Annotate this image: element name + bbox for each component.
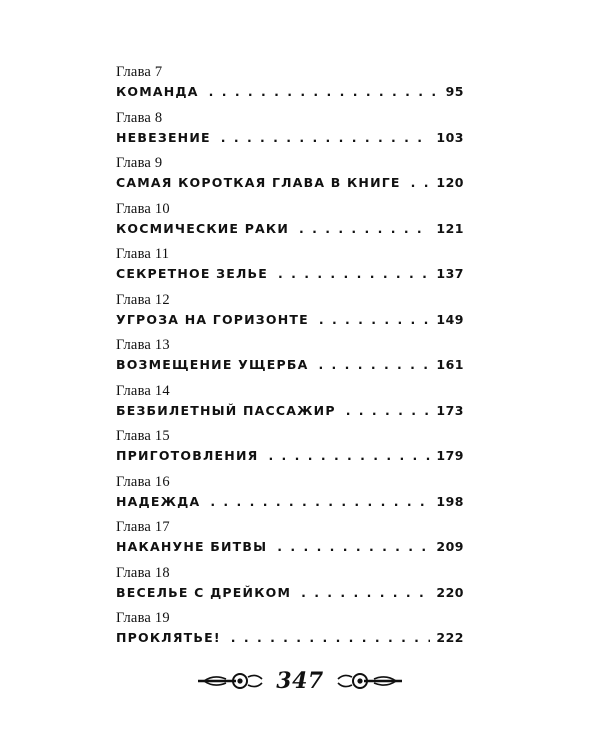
swirl-ornament-icon bbox=[334, 671, 404, 691]
chapter-title: КОМАНДА bbox=[116, 84, 199, 99]
chapter-label: Глава 10 bbox=[116, 200, 170, 217]
chapter-label: Глава 16 bbox=[116, 473, 170, 490]
chapter-label: Глава 14 bbox=[116, 382, 170, 399]
toc-line bbox=[116, 81, 464, 103]
chapter-label: Глава 8 bbox=[116, 109, 163, 126]
toc-entry[interactable] bbox=[116, 519, 464, 565]
chapter-title: УГРОЗА НА ГОРИЗОНТЕ bbox=[116, 311, 309, 327]
chapter-label: Глава 12 bbox=[116, 291, 170, 308]
dot-leader bbox=[209, 81, 440, 103]
page-number: 173 bbox=[436, 402, 464, 418]
chapter-title: САМАЯ КОРОТКАЯ ГЛАВА В КНИГЕ bbox=[116, 175, 401, 190]
toc-entry[interactable] bbox=[116, 474, 464, 520]
chapter-title: СЕКРЕТНОЕ ЗЕЛЬЕ bbox=[116, 266, 269, 281]
dot-leader bbox=[268, 445, 430, 467]
dot-leader bbox=[210, 491, 430, 513]
chapter-label: Глава 11 bbox=[116, 246, 170, 262]
toc-line bbox=[116, 627, 464, 649]
dot-leader bbox=[231, 627, 431, 649]
toc-line bbox=[116, 172, 464, 194]
chapter-title: ВЕСЕЛЬЕ С ДРЕЙКОМ bbox=[116, 584, 292, 600]
page-number: 149 bbox=[436, 311, 464, 327]
toc-line bbox=[116, 491, 464, 513]
chapter-label: Глава 15 bbox=[116, 428, 170, 444]
chapter-label: Глава 7 bbox=[116, 64, 163, 80]
chapter-label: Глава 13 bbox=[116, 337, 170, 353]
chapter-label: Глава 19 bbox=[116, 610, 170, 626]
page-number: 120 bbox=[436, 175, 464, 190]
chapter-label: Глава 17 bbox=[116, 519, 170, 535]
dot-leader bbox=[277, 536, 430, 558]
page-number: 179 bbox=[436, 448, 464, 463]
table-of-contents bbox=[116, 64, 464, 656]
toc-entry[interactable] bbox=[116, 610, 464, 656]
dot-leader bbox=[278, 263, 430, 285]
page-folio bbox=[0, 668, 600, 694]
toc-line bbox=[116, 309, 464, 331]
toc-line bbox=[116, 400, 464, 422]
toc-entry[interactable] bbox=[116, 64, 464, 110]
page-number: 198 bbox=[436, 493, 464, 509]
toc-entry[interactable] bbox=[116, 292, 464, 338]
chapter-title: ВОЗМЕЩЕНИЕ УЩЕРБА bbox=[116, 357, 309, 372]
chapter-label: Глава 9 bbox=[116, 155, 163, 171]
page-number: 161 bbox=[436, 357, 464, 372]
page-number: 209 bbox=[436, 539, 464, 554]
chapter-title: ПРОКЛЯТЬЕ! bbox=[116, 630, 221, 645]
toc-entry[interactable] bbox=[116, 201, 464, 247]
toc-line bbox=[116, 127, 464, 149]
chapter-title: НАКАНУНЕ БИТВЫ bbox=[116, 539, 268, 554]
dot-leader bbox=[221, 127, 431, 149]
chapter-title: ПРИГОТОВЛЕНИЯ bbox=[116, 448, 259, 463]
dot-leader bbox=[299, 218, 430, 240]
toc-line bbox=[116, 445, 464, 467]
chapter-title: НАДЕЖДА bbox=[116, 493, 201, 509]
chapter-title: КОСМИЧЕСКИЕ РАКИ bbox=[116, 220, 290, 236]
dot-leader bbox=[411, 172, 431, 194]
toc-line bbox=[116, 354, 464, 376]
page-number: 220 bbox=[436, 584, 464, 600]
chapter-label: Глава 18 bbox=[116, 564, 170, 581]
page-number: 222 bbox=[436, 630, 464, 645]
toc-line bbox=[116, 536, 464, 558]
toc-line bbox=[116, 582, 464, 604]
dot-leader bbox=[346, 400, 431, 422]
toc-entry[interactable] bbox=[116, 565, 464, 611]
chapter-title: НЕВЕЗЕНИЕ bbox=[116, 129, 211, 145]
folio-page-number: 347 bbox=[276, 668, 324, 694]
toc-entry[interactable] bbox=[116, 383, 464, 429]
page-number: 121 bbox=[436, 220, 464, 236]
dot-leader bbox=[301, 582, 430, 604]
dot-leader bbox=[318, 354, 430, 376]
toc-entry[interactable] bbox=[116, 155, 464, 201]
page-number: 103 bbox=[436, 129, 464, 145]
swirl-ornament-icon bbox=[196, 671, 266, 691]
toc-entry[interactable] bbox=[116, 246, 464, 292]
page-number: 137 bbox=[436, 266, 464, 281]
page-number: 95 bbox=[445, 84, 464, 99]
toc-entry[interactable] bbox=[116, 337, 464, 383]
toc-entry[interactable] bbox=[116, 110, 464, 156]
toc-line bbox=[116, 263, 464, 285]
dot-leader bbox=[319, 309, 431, 331]
toc-line bbox=[116, 218, 464, 240]
toc-entry[interactable] bbox=[116, 428, 464, 474]
chapter-title: БЕЗБИЛЕТНЫЙ ПАССАЖИР bbox=[116, 402, 336, 418]
